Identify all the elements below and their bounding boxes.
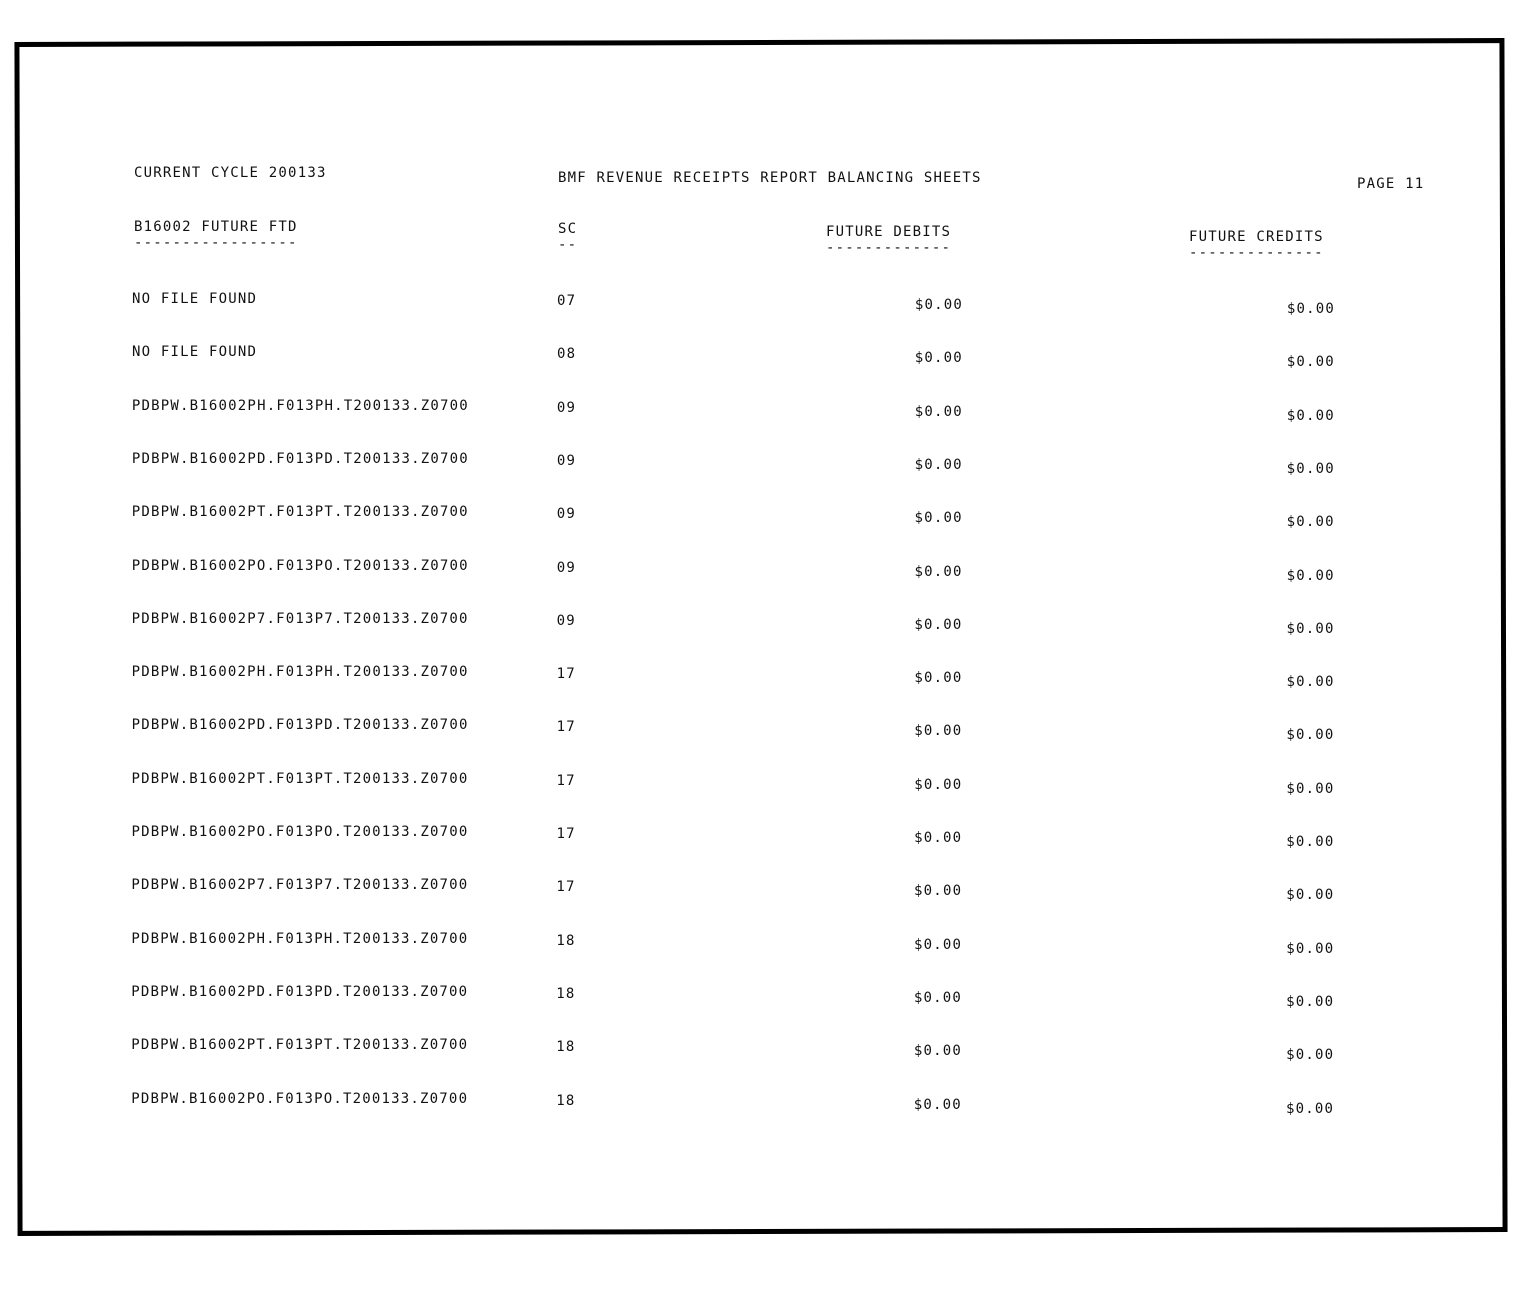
sc-cell: 09 <box>556 559 576 576</box>
future-debit-cell: $0.00 <box>914 830 963 846</box>
table-row <box>0 1090 1537 1117</box>
future-debit-cell: $0.00 <box>913 1096 962 1113</box>
table-row <box>0 983 1537 1010</box>
table-row <box>0 1037 1537 1064</box>
column-rule-file: ----------------- <box>134 235 298 251</box>
column-rule-debits: ------------- <box>826 240 952 256</box>
sc-cell: 09 <box>556 612 576 629</box>
sc-cell: 18 <box>556 1092 576 1109</box>
page-number: PAGE 11 <box>1357 176 1425 192</box>
table-row <box>0 770 1537 797</box>
file-name-cell: PDBPW.B16002PD.F013PD.T200133.Z0700 <box>131 717 469 734</box>
column-rule-sc: -- <box>558 237 578 253</box>
table-row <box>0 664 1537 691</box>
table-row <box>0 344 1537 371</box>
sc-cell: 17 <box>556 719 576 736</box>
table-row <box>0 610 1537 637</box>
future-credit-cell: $0.00 <box>1286 674 1335 691</box>
sc-cell: 07 <box>557 293 577 309</box>
file-name-cell: PDBPW.B16002PD.F013PD.T200133.Z0700 <box>131 450 469 467</box>
sc-cell: 09 <box>556 452 577 469</box>
future-debit-cell: $0.00 <box>913 1043 962 1060</box>
file-name-cell: PDBPW.B16002P7.F013P7.T200133.Z0700 <box>131 877 469 894</box>
file-name-cell: PDBPW.B16002PH.F013PH.T200133.Z0700 <box>131 397 469 414</box>
table-row <box>0 291 1537 317</box>
future-credit-cell: $0.00 <box>1286 620 1335 637</box>
sc-cell: 17 <box>556 879 576 896</box>
future-debit-cell: $0.00 <box>914 670 963 687</box>
file-name-cell: PDBPW.B16002PH.F013PH.T200133.Z0700 <box>131 930 469 947</box>
file-name-cell: PDBPW.B16002PH.F013PH.T200133.Z0700 <box>131 664 469 681</box>
future-credit-cell: $0.00 <box>1286 1100 1335 1117</box>
file-name-cell: NO FILE FOUND <box>131 344 258 361</box>
sc-cell: 08 <box>556 346 577 363</box>
future-debit-cell: $0.00 <box>914 616 963 633</box>
file-name-cell: NO FILE FOUND <box>132 291 258 307</box>
table-row <box>0 824 1537 850</box>
future-credit-cell: $0.00 <box>1286 354 1335 371</box>
future-debit-cell: $0.00 <box>914 350 963 367</box>
file-name-cell: PDBPW.B16002PO.F013PO.T200133.Z0700 <box>131 1090 469 1107</box>
future-credit-cell: $0.00 <box>1286 780 1335 797</box>
table-row <box>0 504 1537 531</box>
future-debit-cell: $0.00 <box>914 510 963 527</box>
table-row <box>0 397 1537 424</box>
future-credit-cell: $0.00 <box>1286 993 1335 1010</box>
future-credit-cell: $0.00 <box>1286 514 1335 531</box>
future-credit-cell: $0.00 <box>1286 727 1335 744</box>
future-debit-cell: $0.00 <box>914 297 963 313</box>
file-name-cell: PDBPW.B16002PD.F013PD.T200133.Z0700 <box>131 983 469 1000</box>
future-debit-cell: $0.00 <box>914 456 963 473</box>
future-credit-cell: $0.00 <box>1286 567 1335 584</box>
future-credit-cell: $0.00 <box>1286 407 1335 424</box>
file-name-cell: PDBPW.B16002PT.F013PT.T200133.Z0700 <box>131 504 469 521</box>
table-row <box>0 450 1537 477</box>
future-credit-cell: $0.00 <box>1286 460 1335 477</box>
future-debit-cell: $0.00 <box>913 989 963 1006</box>
file-name-cell: PDBPW.B16002PO.F013PO.T200133.Z0700 <box>131 824 469 840</box>
sc-cell: 17 <box>556 666 576 683</box>
table-row <box>0 557 1537 584</box>
table-row <box>0 877 1537 904</box>
column-header-sc: SC <box>558 221 578 237</box>
sc-cell: 09 <box>556 506 577 523</box>
future-debit-cell: $0.00 <box>914 776 963 793</box>
column-header-file: B16002 FUTURE FTD <box>134 219 298 235</box>
sc-cell: 17 <box>556 826 576 842</box>
file-name-cell: PDBPW.B16002PT.F013PT.T200133.Z0700 <box>131 770 469 787</box>
future-debit-cell: $0.00 <box>914 403 963 420</box>
table-row <box>0 930 1537 957</box>
file-name-cell: PDBPW.B16002P7.F013P7.T200133.Z0700 <box>131 610 469 627</box>
sc-cell: 09 <box>556 399 577 416</box>
future-debit-cell: $0.00 <box>913 936 963 953</box>
future-credit-cell: $0.00 <box>1286 301 1335 317</box>
future-credit-cell: $0.00 <box>1286 1047 1335 1064</box>
column-rule-credits: -------------- <box>1189 245 1324 261</box>
file-name-cell: PDBPW.B16002PT.F013PT.T200133.Z0700 <box>131 1037 469 1054</box>
report-title: BMF REVENUE RECEIPTS REPORT BALANCING SHEETS <box>558 170 982 186</box>
future-credit-cell: $0.00 <box>1286 834 1335 850</box>
future-debit-cell: $0.00 <box>914 723 963 740</box>
table-row <box>0 717 1537 744</box>
future-debit-cell: $0.00 <box>914 563 963 580</box>
sc-cell: 18 <box>556 932 576 949</box>
future-credit-cell: $0.00 <box>1286 940 1335 957</box>
future-debit-cell: $0.00 <box>914 883 963 900</box>
sc-cell: 18 <box>556 1039 576 1056</box>
sc-cell: 17 <box>556 772 576 789</box>
sc-cell: 18 <box>556 985 576 1002</box>
file-name-cell: PDBPW.B16002PO.F013PO.T200133.Z0700 <box>131 557 469 574</box>
future-credit-cell: $0.00 <box>1286 887 1335 904</box>
current-cycle: CURRENT CYCLE 200133 <box>134 165 327 181</box>
column-header-debits: FUTURE DEBITS <box>826 224 952 240</box>
column-header-credits: FUTURE CREDITS <box>1189 229 1324 245</box>
